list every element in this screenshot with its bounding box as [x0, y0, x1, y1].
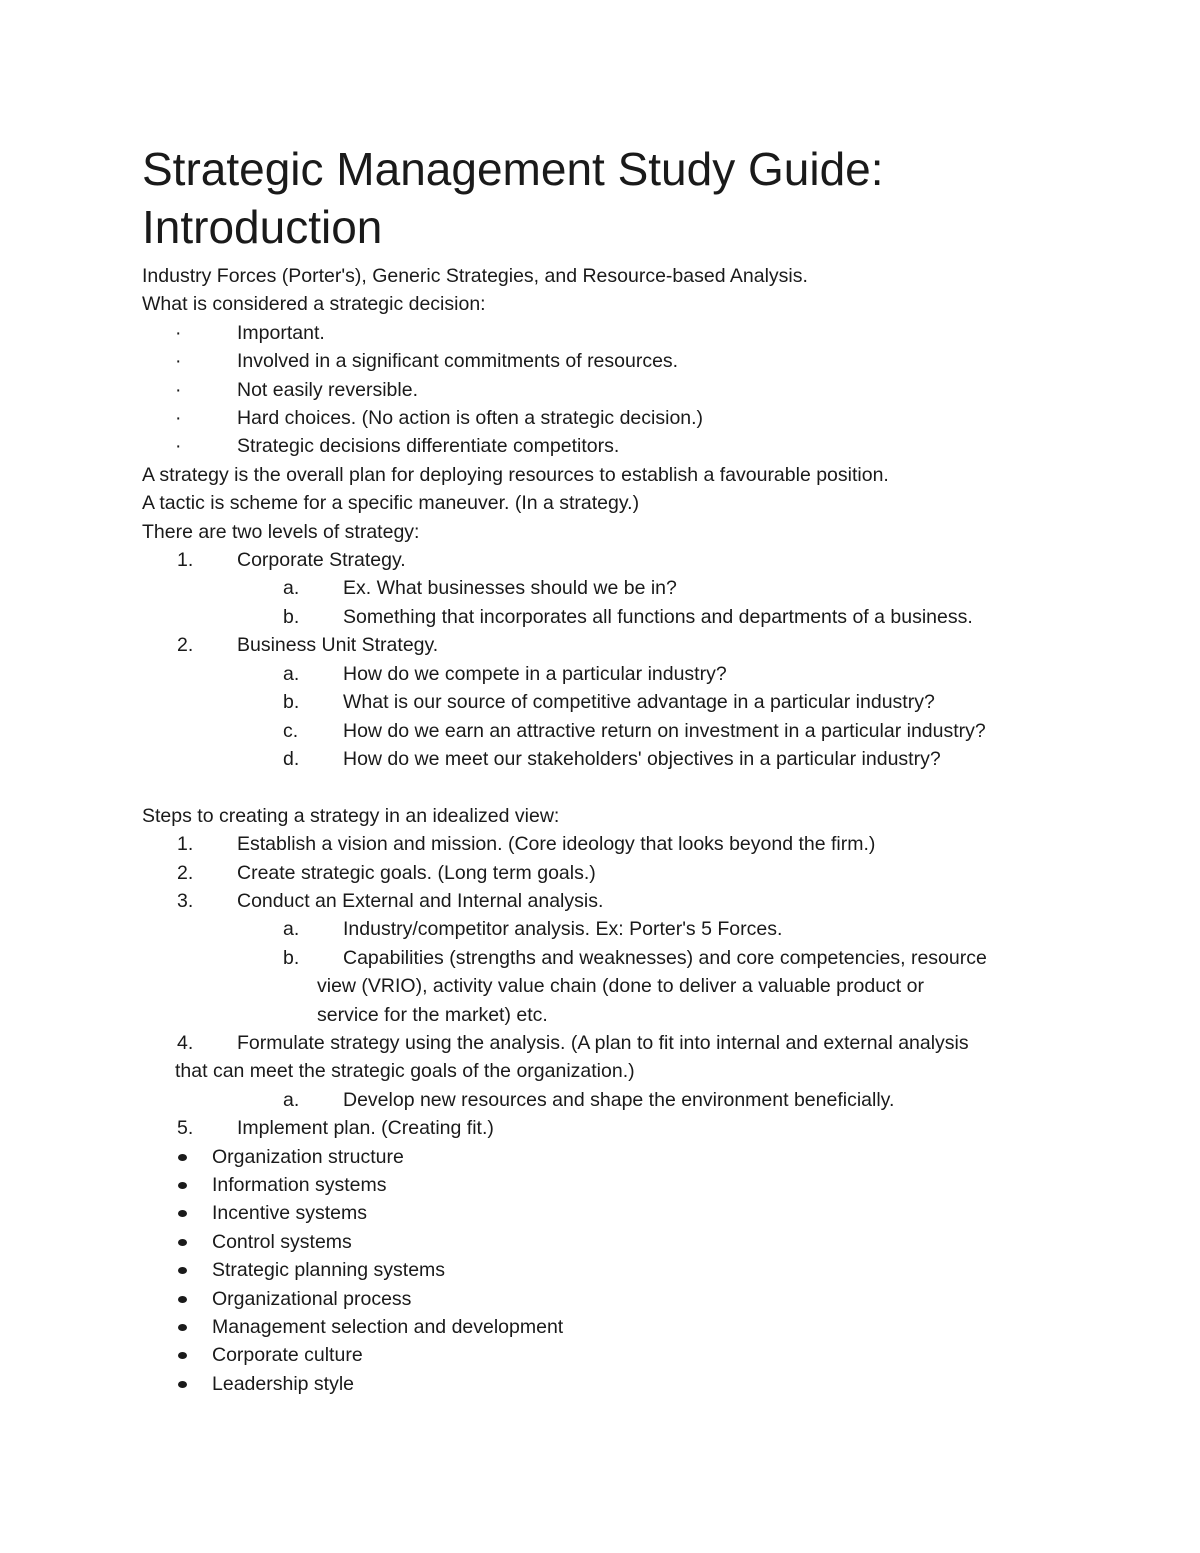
- number-marker: 1.: [177, 833, 194, 856]
- bullet-dot-icon: [178, 1352, 187, 1359]
- number-marker: 5.: [177, 1117, 194, 1140]
- bullet-dot-icon: [178, 1324, 187, 1331]
- bullet-item-text: Information systems: [212, 1173, 387, 1196]
- list-item: [142, 404, 1102, 432]
- numbered-item: [142, 546, 1102, 574]
- bullet-item-text: Leadership style: [212, 1372, 355, 1395]
- bullet-dot-icon: [178, 1182, 187, 1189]
- bullet-item: [142, 1285, 1102, 1313]
- letter-marker: d.: [283, 747, 300, 770]
- bullet-item: [142, 1143, 1102, 1171]
- sub-item: [142, 688, 1102, 716]
- middot-marker: ·: [175, 321, 182, 344]
- sub-item-continuation: view (VRIO), activity value chain (done to deliver a valuable product or: [317, 975, 924, 998]
- letter-marker: a.: [283, 918, 300, 941]
- bullet-item: [142, 1199, 1102, 1227]
- bullet-dot-icon: [178, 1210, 187, 1217]
- letter-marker: a.: [283, 1088, 300, 1111]
- sub-item-text: Capabilities (strengths and weaknesses) and core competencies, resource: [343, 946, 987, 969]
- number-marker: 2.: [177, 861, 194, 884]
- bullet-item-text: Management selection and development: [212, 1316, 564, 1339]
- title-line-2: Introduction: [142, 201, 383, 253]
- number-marker: 3.: [177, 889, 194, 912]
- numbered-item-text: Implement plan. (Creating fit.): [237, 1117, 494, 1140]
- bullet-dot-icon: [178, 1239, 187, 1246]
- bullet-item: [142, 1313, 1102, 1341]
- sub-item-text: How do we meet our stakeholders' objectives in a particular industry?: [343, 747, 941, 770]
- letter-marker: c.: [283, 719, 299, 742]
- subtitle: Industry Forces (Porter's), Generic Strategies, and Resource-based Analysis.: [142, 265, 808, 287]
- numbered-item: [142, 631, 1102, 659]
- bullet-dot-icon: [178, 1154, 187, 1161]
- middot-marker: ·: [175, 378, 182, 401]
- list-item: [142, 319, 1102, 347]
- numbered-item-text: Formulate strategy using the analysis. (A plan to fit into internal and external analysis: [237, 1031, 969, 1054]
- middot-marker: ·: [175, 407, 182, 430]
- numbered-item: [142, 1114, 1102, 1142]
- list-item-text: Hard choices. (No action is often a strategic decision.): [237, 407, 704, 430]
- middot-marker: ·: [175, 350, 182, 373]
- sub-item-text: How do we earn an attractive return on investment in a particular industry?: [343, 719, 986, 742]
- bullet-item: [142, 1228, 1102, 1256]
- sub-item: [142, 745, 1102, 773]
- numbered-item-text: Establish a vision and mission. (Core ideology that looks beyond the firm.): [237, 833, 876, 856]
- sub-item-text: Develop new resources and shape the environment beneficially.: [343, 1088, 895, 1111]
- sub-item: [142, 1086, 1102, 1114]
- sub-item-text: Something that incorporates all functions and departments of a business.: [343, 605, 973, 628]
- bullet-item: [142, 1370, 1102, 1398]
- number-marker: 2.: [177, 634, 194, 657]
- letter-marker: b.: [283, 946, 300, 969]
- list-item: [142, 432, 1102, 460]
- bullet-item: [142, 1171, 1102, 1199]
- list-item-text: Important.: [237, 321, 325, 344]
- numbered-item-continuation: that can meet the strategic goals of the organization.): [175, 1060, 635, 1083]
- sub-item-text: Industry/competitor analysis. Ex: Porter's 5 Forces.: [343, 918, 783, 941]
- bullet-item: [142, 1256, 1102, 1284]
- letter-marker: b.: [283, 691, 300, 714]
- blank-line: [142, 773, 1102, 801]
- sub-item-continuation: service for the market) etc.: [317, 1003, 548, 1026]
- numbered-item: [142, 887, 1102, 915]
- page-title: [142, 140, 1102, 256]
- bullet-dot-icon: [178, 1381, 187, 1388]
- document-page: [142, 140, 1102, 1398]
- numbered-item: [142, 1029, 1102, 1057]
- bullet-item: [142, 1341, 1102, 1369]
- letter-marker: a.: [283, 577, 300, 600]
- levels-heading: There are two levels of strategy:: [142, 520, 420, 543]
- list-item: [142, 376, 1102, 404]
- number-marker: 4.: [177, 1031, 194, 1054]
- list-item-text: Not easily reversible.: [237, 378, 418, 401]
- sub-item: [142, 660, 1102, 688]
- sub-item: [142, 603, 1102, 631]
- sub-item-text: Ex. What businesses should we be in?: [343, 577, 677, 600]
- strategic-decision-heading: What is considered a strategic decision:: [142, 293, 486, 316]
- numbered-item-text: Create strategic goals. (Long term goals.): [237, 861, 596, 884]
- strategy-definition: A strategy is the overall plan for deploying resources to establish a favourable position.: [142, 463, 889, 486]
- sub-item: [142, 717, 1102, 745]
- title-line-1: Strategic Management Study Guide:: [142, 143, 884, 195]
- bullet-dot-icon: [178, 1267, 187, 1274]
- bullet-item-text: Organization structure: [212, 1145, 404, 1168]
- sub-item-text: How do we compete in a particular industry?: [343, 662, 727, 685]
- steps-heading: Steps to creating a strategy in an idealized view:: [142, 804, 560, 827]
- number-marker: 1.: [177, 549, 194, 572]
- sub-item: [142, 915, 1102, 943]
- sub-item: [142, 574, 1102, 602]
- list-item: [142, 347, 1102, 375]
- tactic-definition: A tactic is scheme for a specific maneuver. (In a strategy.): [142, 492, 640, 515]
- bullet-item-text: Strategic planning systems: [212, 1259, 446, 1282]
- letter-marker: b.: [283, 605, 300, 628]
- bullet-item-text: Corporate culture: [212, 1344, 363, 1367]
- middot-marker: ·: [175, 435, 182, 458]
- list-item-text: Involved in a significant commitments of resources.: [237, 350, 679, 373]
- bullet-item-text: Incentive systems: [212, 1202, 367, 1225]
- letter-marker: a.: [283, 662, 300, 685]
- numbered-item-text: Corporate Strategy.: [237, 549, 406, 572]
- bullet-item-text: Control systems: [212, 1230, 352, 1253]
- numbered-item-text: Conduct an External and Internal analysis.: [237, 889, 604, 912]
- bullet-dot-icon: [178, 1296, 187, 1303]
- sub-item: [142, 944, 1102, 972]
- numbered-item-text: Business Unit Strategy.: [237, 634, 439, 657]
- bullet-item-text: Organizational process: [212, 1287, 412, 1310]
- numbered-item: [142, 859, 1102, 887]
- list-item-text: Strategic decisions differentiate competitors.: [237, 435, 620, 458]
- sub-item-text: What is our source of competitive advantage in a particular industry?: [343, 691, 935, 714]
- numbered-item: [142, 830, 1102, 858]
